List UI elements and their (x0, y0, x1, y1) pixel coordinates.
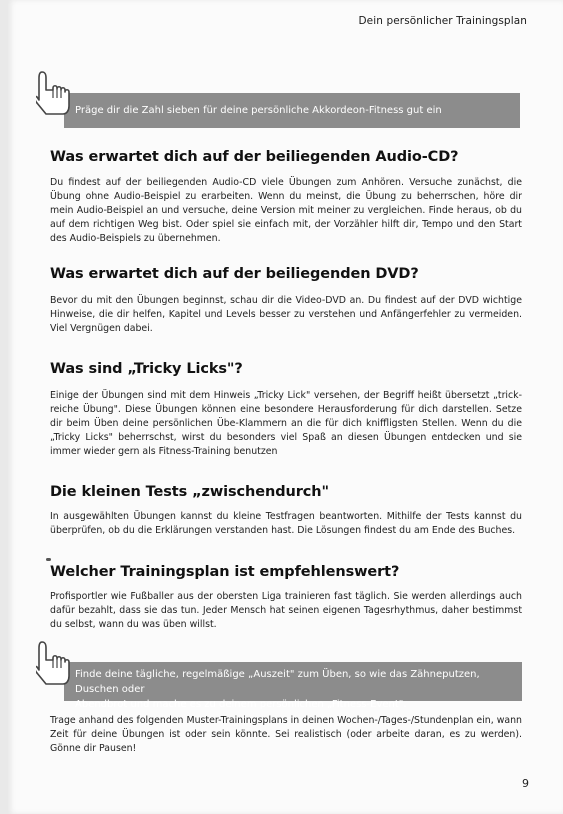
section-heading-tests: Die kleinen Tests „zwischendurch" (50, 484, 329, 500)
tip-banner-2-line2: Abendbrot und mache es zu deinem persönlichen „Fitness-Event". (75, 699, 407, 710)
pointing-hand-icon (36, 640, 72, 688)
tip-banner-1-text: Präge dir die Zahl sieben für deine persönliche Akkordeon-Fitness gut ein (75, 105, 442, 116)
print-speck (46, 558, 51, 561)
section-body-trainingsplan: Profisportler wie Fußballer aus der obersten Liga trainieren fast täglich. Sie werden allerdings auch dafür bezahlt, dass sie das tun. Jeder Mensch hat seinen eigenen Tagesrhythmus, daher bestimmst du selbst, wann du was üben willst. (50, 591, 522, 630)
tip-banner-2-line1: Finde deine tägliche, regelmäßige „Auszeit" zum Üben, so wie das Zähneputzen, Duschen oder (75, 669, 480, 695)
section-body-tests: In ausgewählten Übungen kannst du kleine Testfragen beantworten. Mithilfe der Tests kannst du überprüfen, ob du die Erklärungen verstanden hast. Die Lösungen findest du am Ende des Buches. (50, 511, 522, 536)
page-number: 9 (522, 777, 529, 790)
section-body-tricky-licks: Einige der Übungen sind mit dem Hinweis „Tricky Lick" versehen, der Begriff heißt übersetzt „trick-reiche Übung". Diese Übungen können eine besondere Herausforderung für dich darstellen. Setze dir beim Üben deine persönlichen Übe-Klammern an die für dich kniffligsten Stellen. Wenn du die „Tricky Licks" beherrschst, wirst du besonders viel Spaß an diesen Übungen entdecken und sie immer wieder gern als Fitness-Training benutzen (50, 390, 522, 457)
section-heading-audio-cd: Was erwartet dich auf der beiliegenden Audio-CD? (50, 149, 459, 165)
closing-paragraph: Trage anhand des folgenden Muster-Trainingsplans in deinen Wochen-/Tages-/Stundenplan ein, wann Zeit für deine Übungen ist oder sein könnte. Sei realistisch (oder arbeite daran, es zu werden). Gönne dir Pausen! (50, 715, 522, 754)
section-heading-dvd: Was erwartet dich auf der beiliegenden DVD? (50, 266, 419, 282)
tip-banner-2 (64, 662, 522, 710)
section-heading-trainingsplan: Welcher Trainingsplan ist empfehlenswert? (50, 564, 400, 580)
pointing-hand-icon (36, 70, 72, 118)
section-body-audio-cd: Du findest auf der beiliegenden Audio-CD viele Übungen zum Anhören. Versuche zunächst, die Übung ohne Audio-Beispiel zu erarbeiten. Wenn du meinst, die Übung zu beherrschen, höre dir mein Audio-Beispiel an und versuche, deine Version mit meiner zu vergleichen. Finde heraus, ob du auf dem richtigen Weg bist. Oder spiel sie einfach mit, der Vorzähler hilft dir, Tempo und den Start des Audio-Beispiels zu übernehmen. (50, 177, 522, 244)
document-page (8, 0, 563, 814)
tip-banner-1 (64, 93, 520, 128)
section-body-dvd: Bevor du mit den Übungen beginnst, schau dir die Video-DVD an. Du findest auf der DVD wichtige Hinweise, die dir helfen, Kapitel und Levels besser zu verstehen und Anfängerfehler zu vermeiden. Viel Vergnügen dabei. (50, 295, 522, 334)
running-head: Dein persönlicher Trainingsplan (358, 15, 527, 27)
section-heading-tricky-licks: Was sind „Tricky Licks"? (50, 361, 243, 377)
